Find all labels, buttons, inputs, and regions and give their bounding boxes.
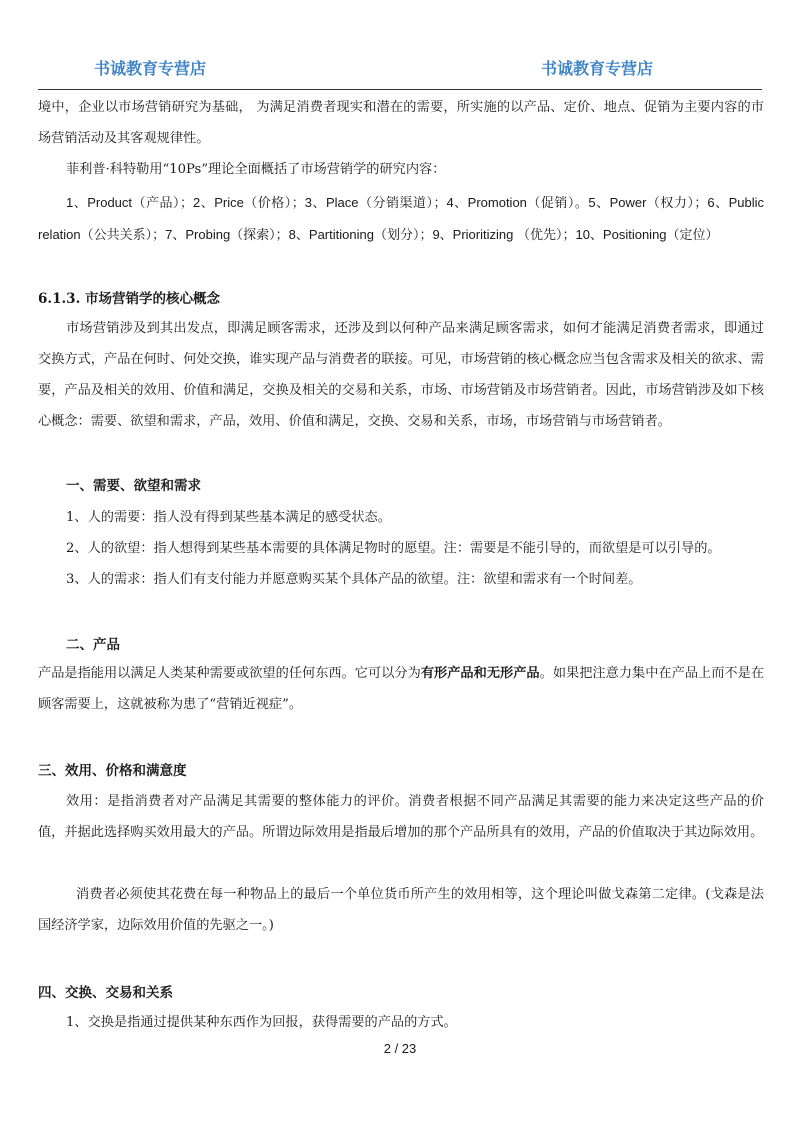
exchange-item-1: 1、交换是指通过提供某种东西作为回报，获得需要的产品的方式。 xyxy=(66,1015,457,1030)
paragraph-10ps-intro: 菲利普·科特勒用“10Ps”理论全面概括了市场营销学的研究内容： xyxy=(66,162,446,177)
need-item-1: 1、人的需要：指人没有得到某些基本满足的感受状态。 xyxy=(66,510,391,525)
heading-needs-wants-demands: 一、需要、欲望和需求 xyxy=(66,478,201,494)
heading-exchange-transaction-relationship: 四、交换、交易和关系 xyxy=(38,985,173,1001)
header-divider xyxy=(38,89,762,90)
product-text-a: 产品是指能用以满足人类某种需要或欲望的任何东西。它可以分为 xyxy=(38,666,421,681)
paragraph-core-concepts: 市场营销涉及到其出发点，即满足顾客需求，还涉及到以何种产品来满足顾客需求，如何才能满足消费者需求，即通过交换方式，产品在何时、何处交换，谁实现产品与消费者的联接。可见，市场营销的核心概念应当包含需求及相关的欲求、需要，产品及相关的效用、价值和满足，交换及相关的交易和关系，市场、市场营销及市场营销者。因此，市场营销涉及如下核心概念：需要、欲望和需求，产品，效用、价值和满足，交换、交易和关系，市场，市场营销与市场营销者。 xyxy=(38,321,764,429)
paragraph-gossen-law: 消费者必须使其花费在每一种物品上的最后一个单位货币所产生的效用相等，这个理论叫做戈森第二定律。(戈森是法国经济学家，边际效用价值的先驱之一。) xyxy=(38,887,764,933)
heading-utility-price-satisfaction: 三、效用、价格和满意度 xyxy=(38,763,187,779)
heading-product: 二、产品 xyxy=(66,637,120,653)
paragraph-intro-continuation: 境中，企业以市场营销研究为基础， 为满足消费者现实和潜在的需要，所实施的以产品、定价、地点、促销为主要内容的市场营销活动及其客观规律性。 xyxy=(38,100,764,146)
paragraph-utility: 效用：是指消费者对产品满足其需要的整体能力的评价。消费者根据不同产品满足其需要的能力来决定这些产品的价值，并据此选择购买效用最大的产品。所谓边际效用是指最后增加的那个产品所具有的效用，产品的价值取决于其边际效用。 xyxy=(38,794,764,840)
paragraph-product xyxy=(38,658,764,720)
section-heading-6-1-3: 6.1.3. 市场营销学的核心概念 xyxy=(38,291,220,307)
header-right-title: 书诚教育专营店 xyxy=(541,59,654,78)
header-left-title: 书诚教育专营店 xyxy=(94,59,207,78)
product-text-bold: 有形产品和无形产品 xyxy=(420,666,540,681)
paragraph-10ps-list: 1、Product（产品）；2、Price（价格）；3、Place（分销渠道）；4、Promotion（促销）。5、Power（权力）；6、Public relation（公共关系）；7、Probing（探索）；8、Partitioning（划分）；9、Prioritizing （优先）；10、Positioning（定位） xyxy=(38,195,764,242)
page-number: 2 / 23 xyxy=(383,1041,417,1056)
product-text-b: 。如果把注意力集中在产品上而不是在顾客需要上，这就被称为患了“营销近视症”。 xyxy=(38,666,765,712)
need-item-3: 3、人的需求：指人们有支付能力并愿意购买某个具体产品的欲望。注：欲望和需求有一个时间差。 xyxy=(66,572,642,587)
need-item-2: 2、人的欲望：指人想得到某些基本需要的具体满足物时的愿望。注：需要是不能引导的，而欲望是可以引导的。 xyxy=(66,541,721,556)
